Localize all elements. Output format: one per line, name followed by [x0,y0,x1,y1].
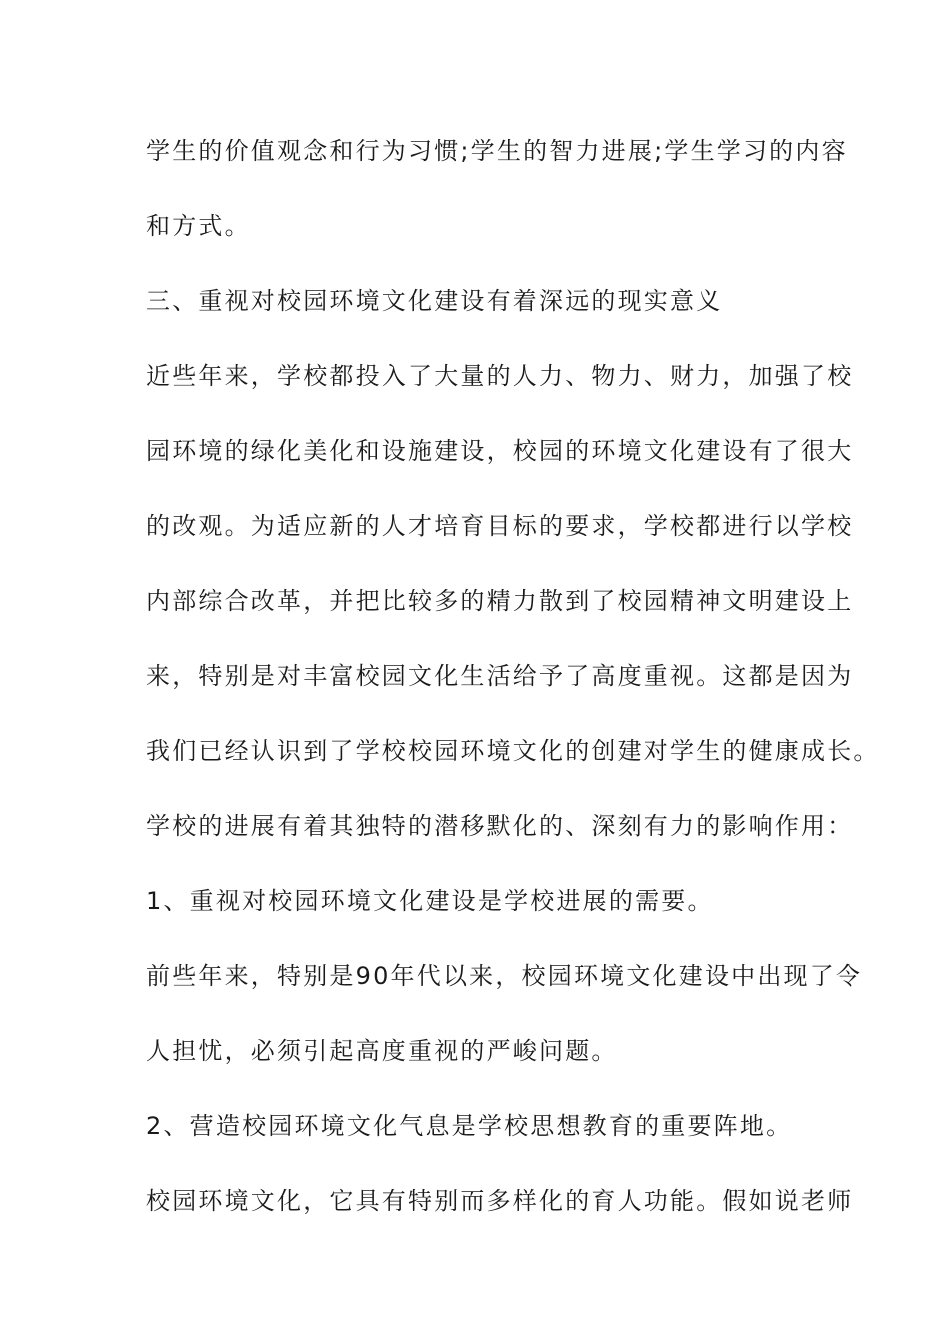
numbered-heading: 2、营造校园环境文化气息是学校思想教育的重要阵地。 [146,1112,793,1140]
section-heading: 三、重视对校园环境文化建设有着深远的现实意义 [146,287,723,315]
text-line: 校园环境文化，它具有特别而多样化的育人功能。假如说老师 [146,1187,854,1215]
text-line: 我们已经认识到了学校校园环境文化的创建对学生的健康成长。 [146,737,880,765]
text-line: 来，特别是对丰富校园文化生活给予了高度重视。这都是因为 [146,662,854,690]
text-line: 内部综合改革，并把比较多的精力散到了校园精神文明建设上 [146,587,854,615]
text-line: 学校的进展有着其独特的潜移默化的、深刻有力的影响作用： [146,812,854,840]
text-line: 学生的价值观念和行为习惯;学生的智力进展;学生学习的内容 [146,137,848,165]
text-line: 人担忧，必须引起高度重视的严峻问题。 [146,1037,618,1065]
text-line: 前些年来，特别是90年代以来，校园环境文化建设中出现了令 [146,962,863,990]
text-line: 近些年来，学校都投入了大量的人力、物力、财力，加强了校 [146,362,854,390]
text-line: 的改观。为适应新的人才培育目标的要求，学校都进行以学校 [146,512,854,540]
numbered-heading: 1、重视对校园环境文化建设是学校进展的需要。 [146,887,714,915]
text-line: 和方式。 [146,212,251,240]
text-line: 园环境的绿化美化和设施建设，校园的环境文化建设有了很大 [146,437,854,465]
